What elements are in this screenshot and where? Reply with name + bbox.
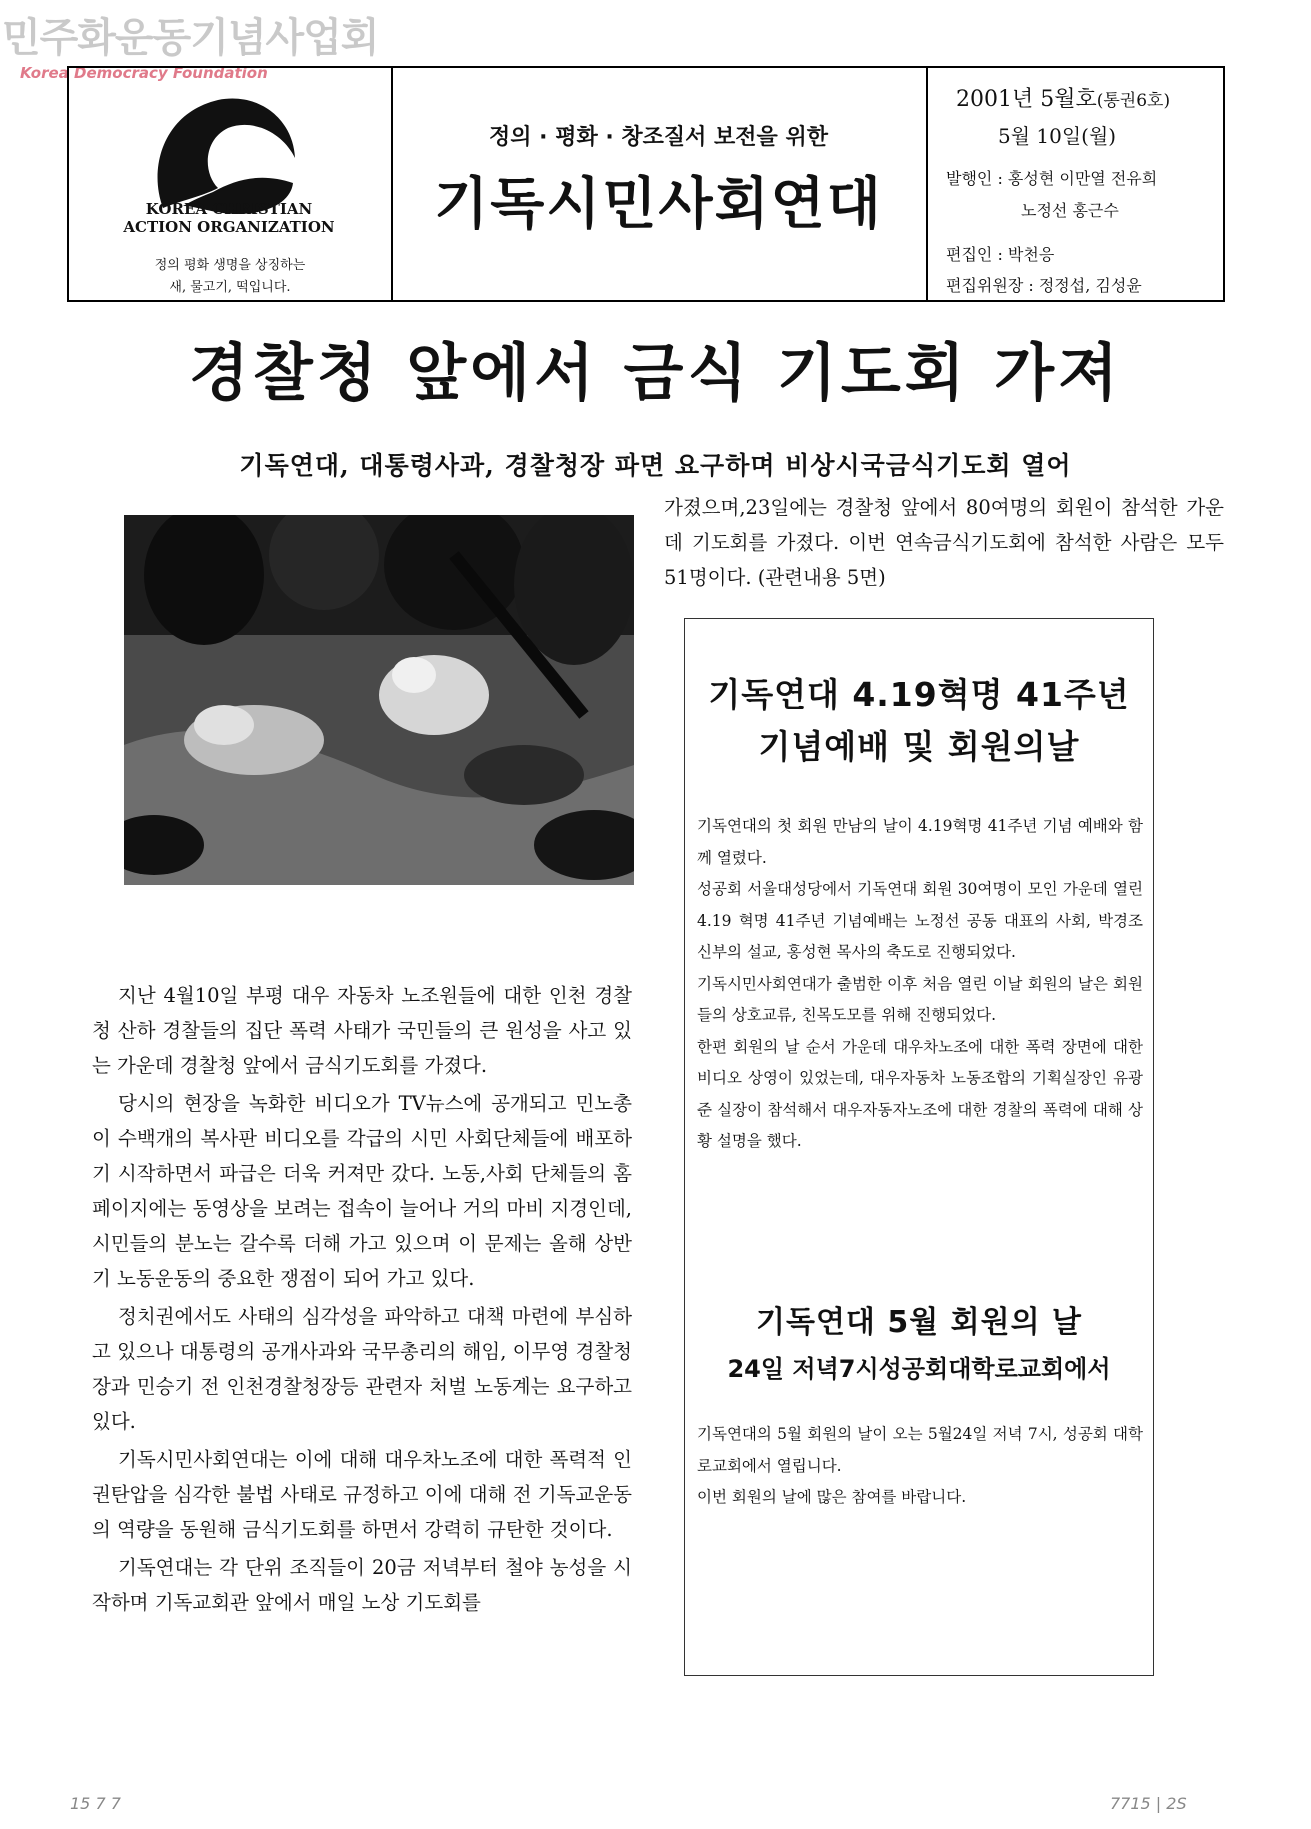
scan-mark-right: 7715 | 2S — [1110, 1794, 1187, 1813]
masthead-info-cell — [926, 68, 1223, 300]
scan-mark-left: 15 7 7 — [70, 1794, 121, 1813]
issue-number — [956, 82, 1170, 113]
article-continuation — [664, 490, 1224, 595]
issue-date: 5월 10일(월) — [998, 124, 1117, 148]
editorial-chiefs: 편집위원장 : 정정섭, 김성윤 — [946, 276, 1142, 295]
logo-motto-line-1: 정의 평화 생명을 상징하는 — [154, 258, 306, 273]
sidebar-title-line-1: 기독연대 4.19혁명 41주년 — [708, 675, 1130, 714]
issue-sub: (통권6호) — [1096, 91, 1171, 111]
article-paragraph: 기독시민사회연대는 이에 대해 대우차노조에 대한 폭력적 인권탄압을 심각한 불법 사태로 규정하고 이에 대해 전 기독교운동의 역량을 동원해 금식기도회를 하면서 강력히 규탄한 것이다. — [92, 1448, 632, 1541]
masthead — [67, 66, 1225, 302]
sidebar-title-line-2: 기념예배 및 회원의날 — [758, 727, 1080, 766]
sidebar-title-2: 기독연대 5월 회원의 날 — [755, 1305, 1083, 1340]
masthead-title: 기독시민사회연대 — [434, 172, 883, 237]
sidebar-subtitle-2: 24일 저녁7시성공회대학로교회에서 — [727, 1355, 1111, 1383]
article-body — [92, 978, 632, 1623]
sidebar-paragraph: 한편 회원의 날 순서 가운데 대우차노조에 대한 폭력 장면에 대한 비디오 상영이 있었는데, 대우자동차 노동조합의 기획실장인 유광준 실장이 참석해서 대우자동자노조에 대한 경찰의 폭력에 대해 상황 설명을 했다. — [697, 1037, 1143, 1150]
logo-motto-line-2: 새, 물고기, 떡입니다. — [169, 280, 291, 295]
logo-text-line-1: KOREA CHRISTIAN — [145, 200, 313, 218]
protest-photo-image — [124, 515, 634, 885]
article-continuation-text: 가졌으며,23일에는 경찰청 앞에서 80여명의 회원이 참석한 가운데 기도회를 가졌다. 이번 연속금식기도회에 참석한 사람은 모두 51명이다. (관련내용 5면) — [664, 496, 1224, 589]
sidebar-paragraph: 기독연대의 첫 회원 만남의 날이 4.19혁명 41주년 기념 예배와 함께 열렸다. — [697, 817, 1143, 867]
watermark-english: Korea Democracy Foundation — [20, 64, 268, 82]
publishers-line-1: 발행인 : 홍성현 이만열 전유희 — [946, 169, 1158, 188]
headline: 경찰청 앞에서 금식 기도회 가져 — [189, 336, 1122, 409]
masthead-title-cell — [391, 68, 928, 300]
article-paragraph: 정치권에서도 사태의 심각성을 파악하고 대책 마련에 부심하고 있으나 대통령의 공개사과와 국무총리의 해임, 이무영 경찰청장과 민승기 전 인천경찰청장등 관련자 처벌 노동계는 요구하고 있다. — [92, 1305, 632, 1433]
article-paragraph: 당시의 현장을 녹화한 비디오가 TV뉴스에 공개되고 민노총이 수백개의 복사판 비디오를 각급의 시민 사회단체들에 배포하기 시작하면서 파급은 더욱 커져만 갔다. 노동,사회 단체들의 홈페이지에는 동영상을 보려는 접속이 늘어나 거의 마비 지경인데, 시민들의 분노는 갈수록 더해 가고 있으며 이 문제는 올해 상반기 노동운동의 중요한 쟁점이 되어 가고 있다. — [92, 1092, 632, 1290]
news-photo — [124, 515, 634, 885]
article-paragraph: 기독연대는 각 단위 조직들이 20금 저녁부터 철야 농성을 시작하며 기독교회관 앞에서 매일 노상 기도회를 — [92, 1556, 632, 1614]
article-paragraph: 지난 4월10일 부평 대우 자동차 노조원들에 대한 인천 경찰청 산하 경찰들의 집단 폭력 사태가 국민들의 큰 원성을 사고 있는 가운데 경찰청 앞에서 금식기도회를 가졌다. — [92, 984, 632, 1077]
editor: 편집인 : 박천응 — [946, 245, 1055, 264]
sidebar-paragraph: 이번 회원의 날에 많은 참여를 바랍니다. — [697, 1488, 967, 1506]
masthead-logo-cell — [69, 68, 393, 300]
subheadline: 기독연대, 대통령사과, 경찰청장 파면 요구하며 비상시국금식기도회 열어 — [239, 451, 1072, 480]
masthead-subtitle: 정의 · 평화 · 창조질서 보전을 위한 — [489, 125, 828, 150]
sidebar-box — [684, 618, 1154, 1676]
issue-main: 2001년 5월호 — [956, 87, 1097, 112]
watermark-korean: 민주화운동기념사업회 — [2, 15, 379, 61]
logo-text-line-2: ACTION ORGANIZATION — [123, 218, 335, 236]
sidebar-paragraph: 성공회 서울대성당에서 기독연대 회원 30여명이 모인 가운데 열린 4.19 혁명 41주년 기념예배는 노정선 공동 대표의 사회, 박경조 신부의 설교, 홍성현 목사의 축도로 진행되었다. — [697, 880, 1143, 961]
publishers-line-2: 노정선 홍근수 — [1021, 201, 1119, 220]
sidebar-paragraph: 기독연대의 5월 회원의 날이 오는 5월24일 저녁 7시, 성공회 대학로교회에서 열립니다. — [697, 1425, 1143, 1475]
sidebar-body-1 — [697, 811, 1143, 1158]
sidebar-paragraph: 기독시민사회연대가 출범한 이후 처음 열린 이날 회원의 날은 회원들의 상호교류, 친목도모를 위해 진행되었다. — [697, 974, 1143, 1024]
sidebar-body-2 — [697, 1419, 1143, 1514]
